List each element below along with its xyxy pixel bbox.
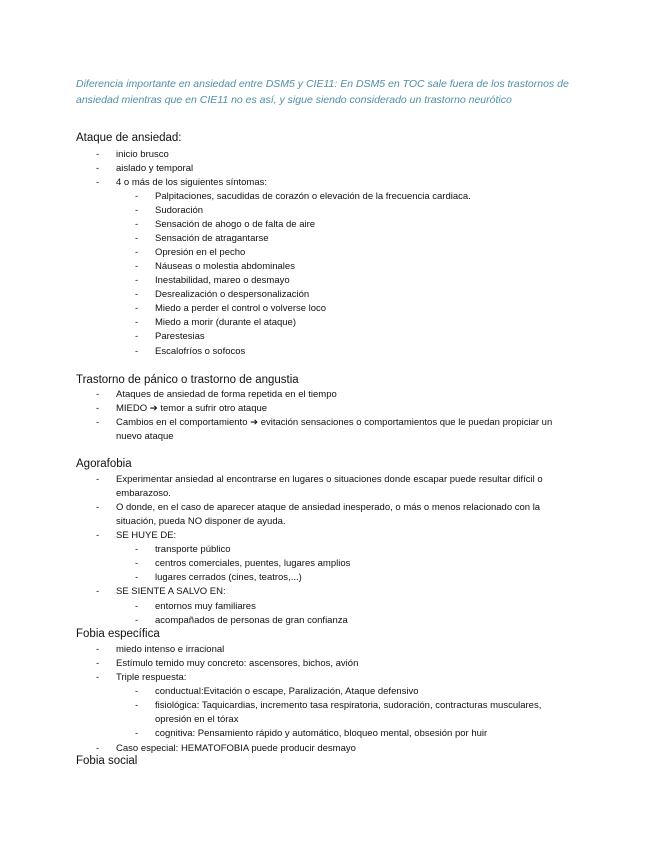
- list-item-text: Experimentar ansiedad al encontrarse en lugares o situaciones donde escapar puede resultar difícil o embarazoso.: [116, 474, 543, 499]
- document-page: Diferencia importante en ansiedad entre DSM5 y CIE11: En DSM5 en TOC sale fuera de los trastornos de ansiedad mientras que en CIE11 no es así, y sigue siendo considerado un trastorno neurótico Ataque de ansiedad: - inicio brusco - aislado y temporal - 4 o más de los siguientes síntomas: - Palpitaciones, sacudidas de corazón o elevación de la frecuencia cardiaca. - Sudoración - Sensación de ahogo o de falta de aire - Sensación de atragantarse - Opresión en el pecho - Náuseas o molestia abdominales - Inestabilidad, mareo o desmayo - Desrealización o despersonalización - Miedo a perder el control o volverse loco - Miedo a morir (durante el ataque) - Parestesias - Escalofríos o sofocos Trastorno de pánico o trastorno de angustia - Ataques de ansiedad de forma repetida en el tiempo - MIEDO ➔ temor a sufrir otro ataque - Cambios en el comportamiento ➔ evitación sensaciones o comportamientos que le puedan propiciar un nuevo ataque Agorafobia - Experimentar ansiedad al encontrarse en lugares o situaciones donde escapar puede resultar difícil o embarazoso. - O donde, en el caso de aparecer ataque de ansiedad inesperado, o más o menos relacionado con la situación, pueda NO disponer de ayuda. - SE HUYE DE: - transporte público - centros comerciales, puentes, lugares amplios - lugares cerrados (cines, teatros,...) - SE SIENTE A SALVO EN: - entornos muy familiares - acompañados de personas de gran confianza Fobia específica - miedo intenso e irracional - Estímulo temido muy concreto: ascensores, bichos, avión - Triple respuesta: - conductual:Evitación o escape, Paralización, Ataque defensivo - fisiológica: Taquicardias, incremento tasa respiratoria, sudoración, contracturas musculares, opresión en el tórax - cognitiva: Pensamiento rápido y automático, bloqueo mental, obsesión por huir - Caso especial: HEMATOFOBIA puede producir desmayo Fobia social: [0, 0, 655, 848]
- heading-agorafobia: Agorafobia: [76, 458, 132, 470]
- sub-list-item-text: fisiológica: Taquicardias, incremento tasa respiratoria, sudoración, contracturas musculares, opresión en el tórax: [155, 700, 542, 725]
- highlighted-note: Diferencia importante en ansiedad entre DSM5 y CIE11: En DSM5 en TOC sale fuera de los trastornos de ansiedad mientras que en CIE11 no es así, y sigue siendo considerado un trastorno neurótico: [76, 78, 569, 106]
- heading-fobia-especifica: Fobia específica: [76, 628, 160, 640]
- list-item-text: O donde, en el caso de aparecer ataque de ansiedad inesperado, o más o menos relacionado con la situación, pueda NO disponer de ayuda.: [116, 502, 541, 527]
- heading-panico: Trastorno de pánico o trastorno de angustia: [76, 374, 299, 386]
- heading-fobia-social: Fobia social: [76, 755, 138, 767]
- heading-ataque: Ataque de ansiedad:: [76, 132, 182, 144]
- list-item-text: Cambios en el comportamiento ➔ evitación sensaciones o comportamientos que le puedan propiciar un nuevo ataque: [116, 417, 553, 442]
